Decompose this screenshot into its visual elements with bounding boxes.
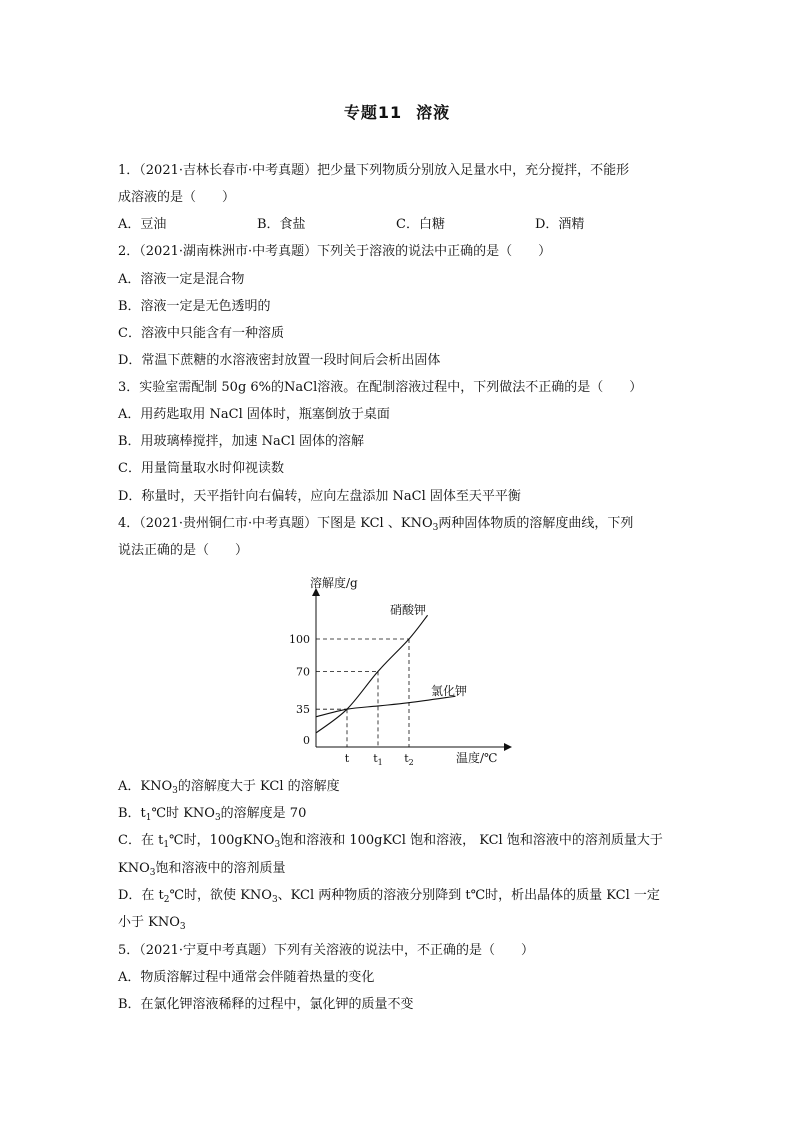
q4-option-c-line2: $KNO_3$饱和溶液中的溶剂质量 (118, 861, 286, 878)
q4-option-a: A．$KNO_3$的溶解度大于 KCl 的溶解度 (118, 779, 340, 796)
series-label-kno3: 硝酸钾 (390, 603, 427, 617)
q4-option-d-line1: D．在 $t_2℃$时，欲使 $KNO_3$、KCl 两种物质的溶液分别降到 t℃时，析出晶体的质量 KCl 一定 (118, 888, 660, 905)
series-label-kcl: 氯化钾 (431, 684, 468, 698)
q3-option-b: B．用玻璃棒搅拌，加速 NaCl 固体的溶解 (118, 434, 365, 449)
series-line-0 (316, 615, 428, 733)
series-line-1 (316, 696, 456, 717)
q4-stem-line1: 4．（2021·贵州铜仁市·中考真题）下图是 KCl 、$KNO_3$两种固体物质的溶解度曲线，下列 (118, 516, 634, 533)
q1-option-a: A．豆油 (118, 217, 167, 232)
q1-stem-line1: 1．（2021·吉林长春市·中考真题）把少量下列物质分别放入足量水中，充分搅拌，不能形 (118, 163, 630, 178)
q4-stem-line2: 说法正确的是（ ） (118, 543, 249, 558)
q5-option-b: B．在氯化钾溶液稀释的过程中，氯化钾的质量不变 (118, 997, 414, 1012)
y-axis-label: 溶解度/g (310, 576, 358, 590)
q1-stem-line2: 成溶液的是（ ） (118, 190, 236, 205)
x-tick-label-1: $t_1$ (373, 752, 383, 767)
x-tick-label-2: $t_2$ (404, 752, 414, 767)
q4-option-b: B．$t_1℃$时 $KNO_3$的溶解度是 70 (118, 806, 307, 823)
q2-option-a: A．溶液一定是混合物 (118, 272, 245, 287)
y-tick-label-35: 35 (296, 703, 310, 717)
q3-stem: 3．实验室需配制 50g 6%的NaCl溶液。在配制溶液过程中，下列做法不正确的是（ ） (118, 380, 643, 395)
q4-option-c-line1: C．在 $t_1℃$时，100gKNO$_3$饱和溶液和 100gKCl 饱和溶液， KCl 饱和溶液中的溶剂质量大于 (118, 833, 663, 850)
q3-option-d: D．称量时，天平指针向右偏转，应向左盘添加 NaCl 固体至天平平衡 (118, 489, 521, 504)
q4-option-d-line2: 小于 $KNO_3$ (118, 915, 186, 932)
q2-option-d: D．常温下蔗糖的水溶液密封放置一段时间后会析出固体 (118, 353, 441, 368)
title-main: 专题11 (343, 103, 403, 122)
solubility-chart (286, 570, 516, 770)
q1-option-b: B．食盐 (257, 217, 306, 232)
q2-stem: 2．（2021·湖南株洲市·中考真题）下列关于溶液的说法中正确的是（ ） (118, 244, 552, 259)
y-tick-label-100: 100 (289, 633, 310, 646)
page-title (0, 100, 794, 123)
y-tick-label-0: 0 (303, 734, 310, 747)
q3-option-a: A．用药匙取用 NaCl 固体时，瓶塞倒放于桌面 (118, 407, 390, 422)
q1-option-c: C．白糖 (396, 217, 445, 232)
q5-option-a: A．物质溶解过程中通常会伴随着热量的变化 (118, 970, 375, 985)
q3-option-c: C．用量筒量取水时仰视读数 (118, 461, 284, 476)
title-sub: 溶液 (416, 103, 451, 122)
q2-option-b: B．溶液一定是无色透明的 (118, 299, 271, 314)
q2-option-c: C．溶液中只能含有一种溶质 (118, 326, 284, 341)
y-tick-label-70: 70 (296, 665, 310, 679)
x-axis-label: 温度/℃ (456, 751, 498, 765)
x-tick-label-0: t (344, 752, 350, 765)
q5-stem: 5．（2021·宁夏中考真题）下列有关溶液的说法中，不正确的是（ ） (118, 943, 534, 958)
q1-option-d: D．酒精 (535, 217, 585, 232)
